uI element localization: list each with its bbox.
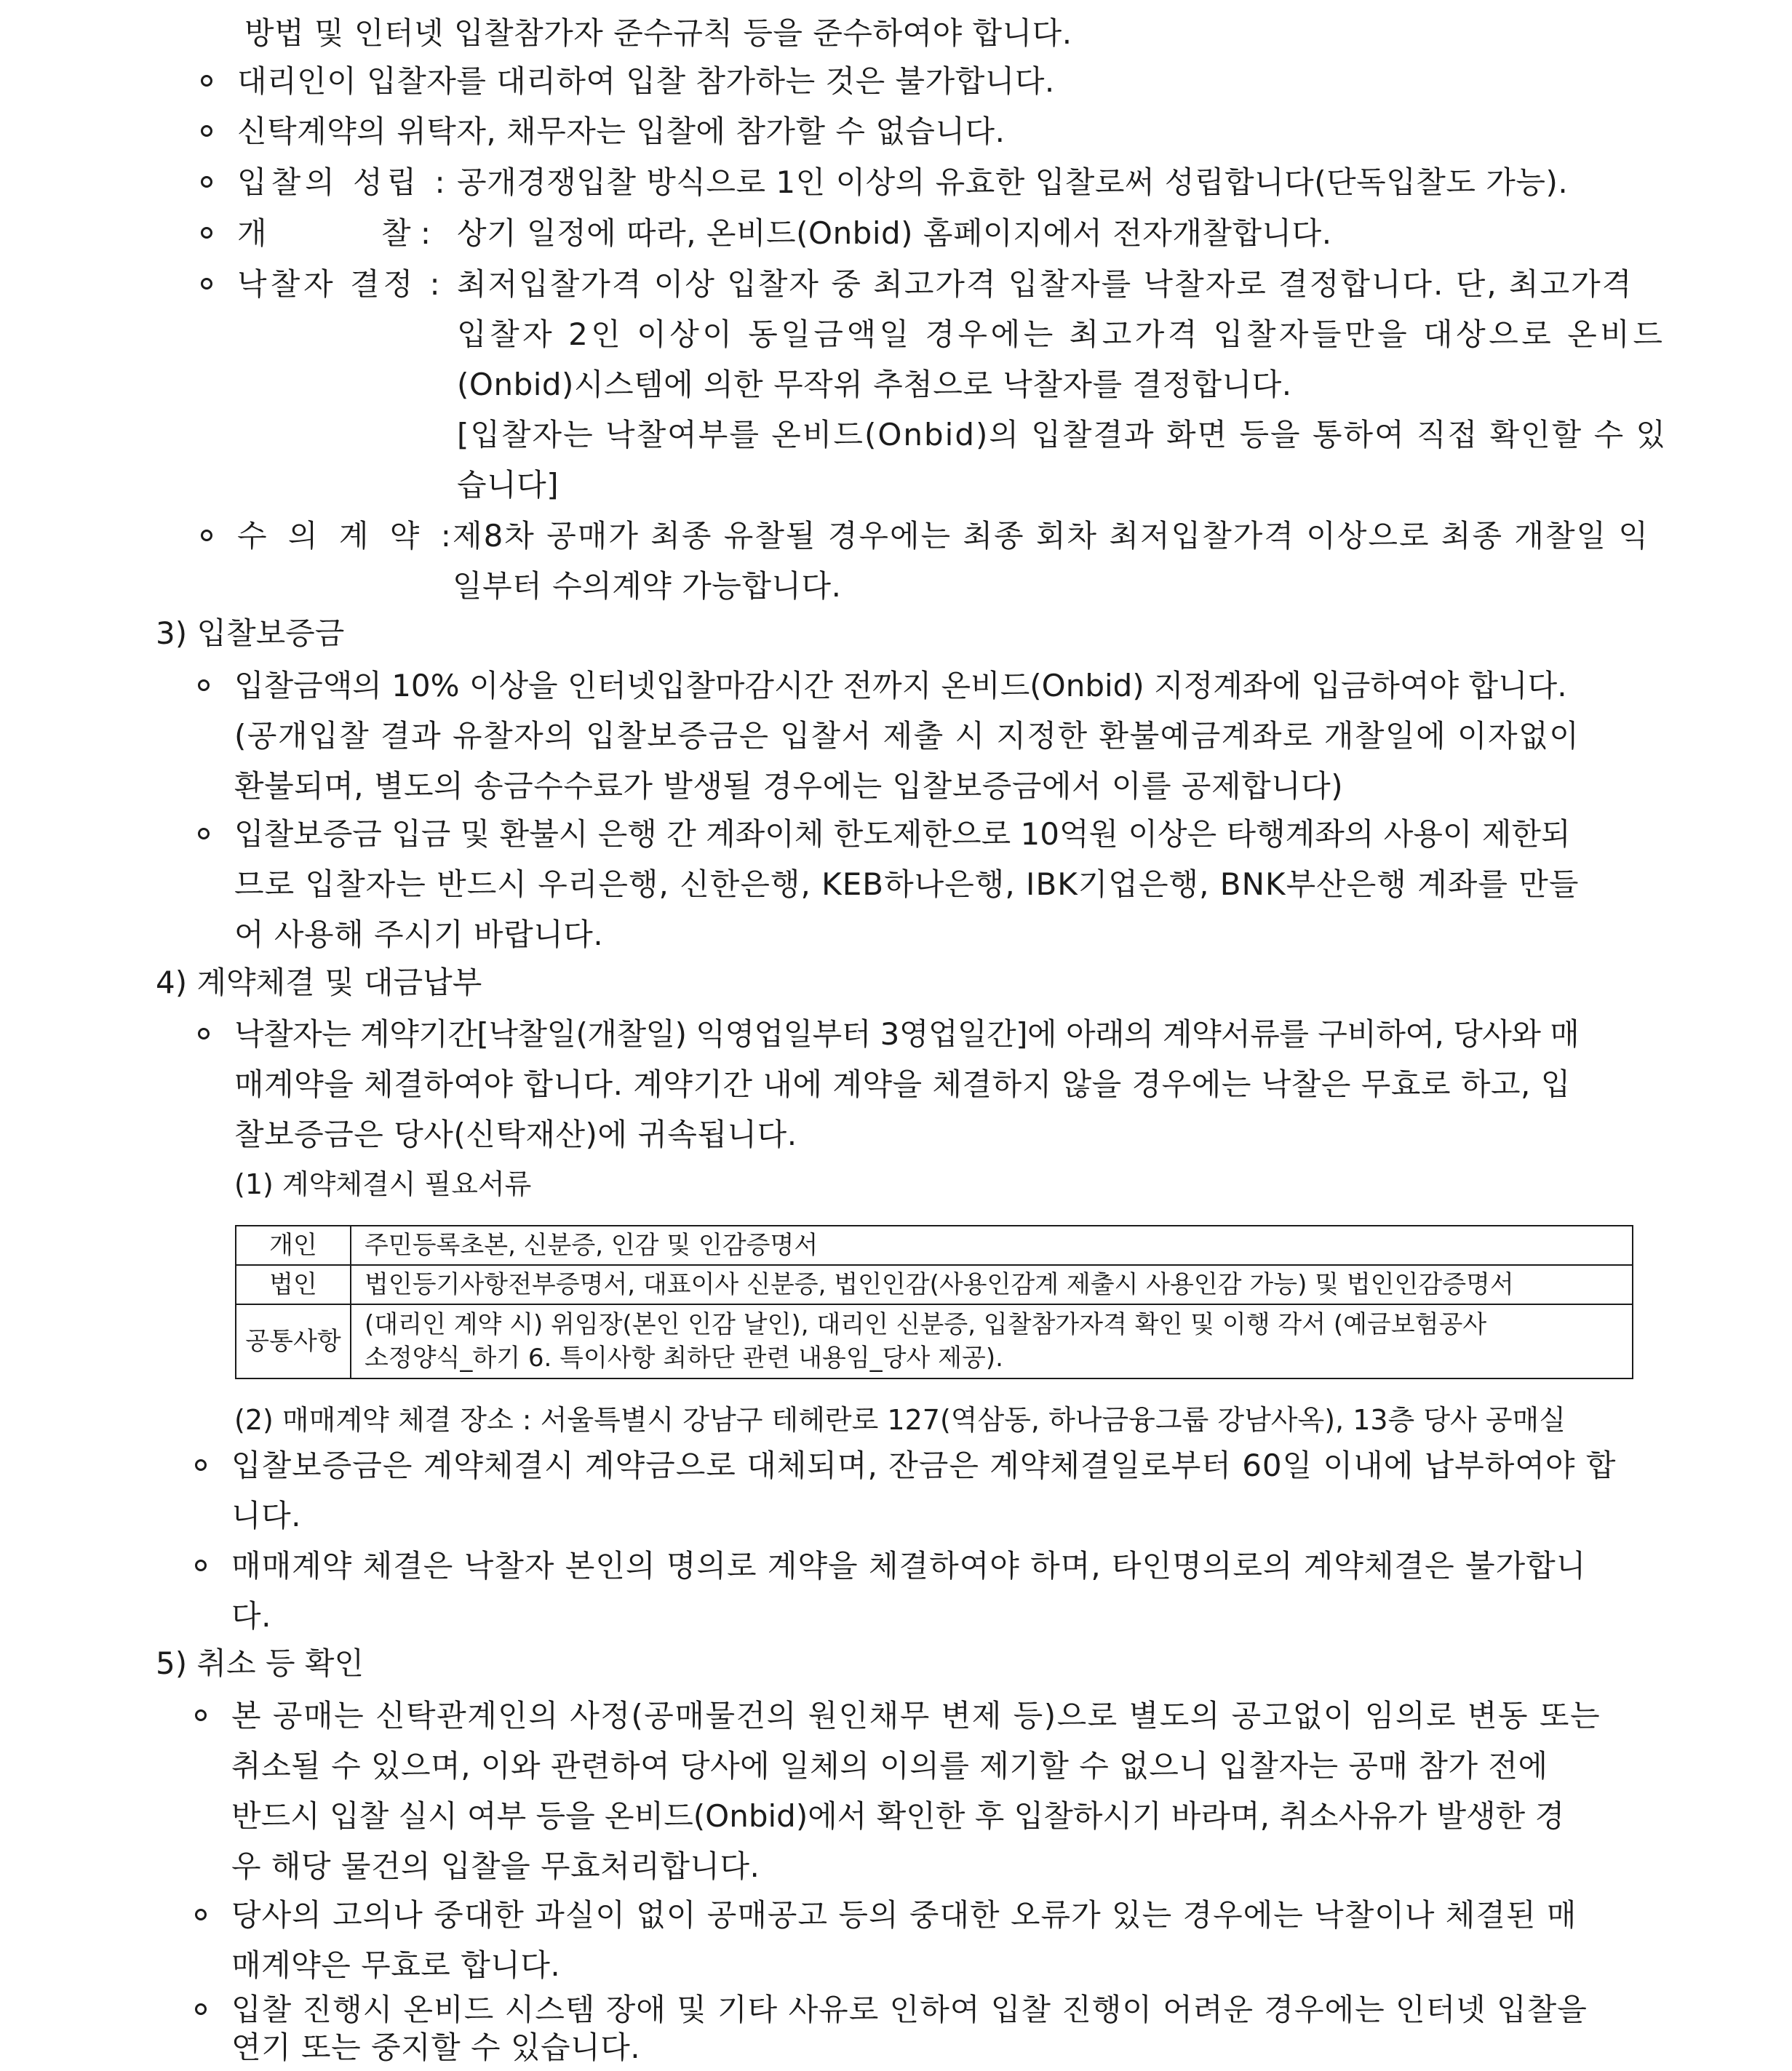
bullet-circle-icon: [201, 75, 212, 87]
item-label: 입찰의 성립 :: [237, 164, 450, 200]
bullet-circle-icon: [195, 1560, 207, 1571]
table-cell-line: (대리인 계약 시) 위임장(본인 인감 날인), 대리인 신분증, 입찰참가자격 확인 및 이행 각서 (예금보험공사: [365, 1310, 1487, 1339]
text-line: 우 해당 물건의 입찰을 무효처리합니다.: [231, 1848, 760, 1884]
text-line: 입찰 진행시 온비드 시스템 장애 및 기타 사유로 인하여 입찰 진행이 어려운 경우에는 인터넷 입찰을: [231, 1992, 1588, 2027]
item-label: 찰 :: [381, 215, 431, 251]
table-row: [236, 1226, 1633, 1265]
bullet-circle-icon: [195, 2003, 207, 2015]
text-line: 입찰보증금은 계약체결시 계약금으로 대체되며, 잔금은 계약체결일로부터 60일 이내에 납부하여야 합: [231, 1448, 1617, 1483]
text-line: 상기 일정에 따라, 온비드(Onbid) 홈페이지에서 전자개찰합니다.: [457, 215, 1332, 251]
text-line: (공개입찰 결과 유찰자의 입찰보증금은 입찰서 제출 시 지정한 환불예금계좌로 개찰일에 이자없이: [234, 718, 1580, 754]
text-line: 반드시 입찰 실시 여부 등을 온비드(Onbid)에서 확인한 후 입찰하시기 바라며, 취소사유가 발생한 경: [231, 1798, 1565, 1834]
table-cell-value: 법인등기사항전부증명서, 대표이사 신분증, 법인인감(사용인감계 제출시 사용인감 가능) 및 법인인감증명서: [351, 1265, 1633, 1304]
bullet-circle-icon: [198, 1028, 210, 1040]
text-line: 습니다]: [457, 467, 559, 503]
table-row: [236, 1265, 1633, 1304]
bullet-circle-icon: [201, 530, 212, 541]
text-line: 입찰자 2인 이상이 동일금액일 경우에는 최고가격 입찰자들만을 대상으로 온비드: [457, 316, 1666, 352]
bullet-circle-icon: [198, 828, 210, 839]
text-line: 어 사용해 주시기 바랍니다.: [234, 917, 604, 952]
text-line: 낙찰자는 계약기간[낙찰일(개찰일) 익영업일부터 3영업일간]에 아래의 계약서류를 구비하여, 당사와 매: [234, 1016, 1580, 1052]
text-line: [입찰자는 낙찰여부를 온비드(Onbid)의 입찰결과 화면 등을 통하여 직접 확인할 수 있: [457, 417, 1668, 452]
text-line: 매계약을 체결하여야 합니다. 계약기간 내에 계약을 체결하지 않을 경우에는 낙찰은 무효로 하고, 입: [234, 1066, 1571, 1102]
table-row: [236, 1304, 1633, 1378]
text-line: 공개경쟁입찰 방식으로 1인 이상의 유효한 입찰로써 성립합니다(단독입찰도 가능).: [457, 164, 1569, 200]
text-line: 제8차 공매가 최종 유찰될 경우에는 최종 회차 최저입찰가격 이상으로 최종 개찰일 익: [453, 518, 1650, 554]
bullet-circle-icon: [195, 1709, 207, 1721]
text-line: 신탁계약의 위탁자, 채무자는 입찰에 참가할 수 없습니다.: [237, 113, 1005, 149]
bullet-circle-icon: [198, 679, 210, 691]
bullet-circle-icon: [201, 278, 212, 290]
bullet-circle-icon: [201, 125, 212, 137]
text-line: 대리인이 입찰자를 대리하여 입찰 참가하는 것은 불가합니다.: [237, 63, 1055, 99]
text-line: 본 공매는 신탁관계인의 사정(공매물건의 원인채무 변제 등)으로 별도의 공고없이 임의로 변동 또는: [231, 1698, 1601, 1733]
text-line: 환불되며, 별도의 송금수수료가 발생될 경우에는 입찰보증금에서 이를 공제합니다): [234, 768, 1344, 804]
text-line: 므로 입찰자는 반드시 우리은행, 신한은행, KEB하나은행, IBK기업은행, BNK부산은행 계좌를 만들: [234, 866, 1580, 902]
text-line: (Onbid)시스템에 의한 무작위 추첨으로 낙찰자를 결정합니다.: [457, 367, 1292, 402]
text-line: 연기 또는 중지할 수 있습니다.: [231, 2030, 641, 2065]
item-label: 낙찰자 결정 :: [237, 266, 444, 302]
text-line: 취소될 수 있으며, 이와 관련하여 당사에 일체의 이의를 제기할 수 없으니 입찰자는 공매 참가 전에: [231, 1748, 1548, 1784]
bullet-circle-icon: [195, 1459, 207, 1471]
text-line: 매계약은 무효로 합니다.: [231, 1947, 561, 1983]
required-documents-table: [235, 1225, 1633, 1379]
text-line: 입찰보증금 입금 및 환불시 은행 간 계좌이체 한도제한으로 10억원 이상은 타행계좌의 사용이 제한되: [234, 816, 1571, 852]
section-heading: 3) 입찰보증금: [156, 615, 345, 651]
bullet-circle-icon: [195, 1909, 207, 1920]
table-cell-key: 공통사항: [236, 1304, 351, 1378]
table-cell-line: 소정양식_하기 6. 특이사항 최하단 관련 내용임_당사 제공).: [365, 1344, 1003, 1373]
text-line: 찰보증금은 당사(신탁재산)에 귀속됩니다.: [234, 1117, 797, 1152]
text-line: 일부터 수의계약 가능합니다.: [453, 568, 842, 604]
item-label: 수 의 계 약 :: [237, 518, 457, 554]
text-line: 다.: [231, 1598, 271, 1634]
text-line: 최저입찰가격 이상 입찰자 중 최고가격 입찰자를 낙찰자로 결정합니다. 단, 최고가격: [457, 266, 1633, 302]
bullet-circle-icon: [201, 227, 212, 239]
table-cell-key: 법인: [236, 1265, 351, 1304]
subheading: (2) 매매계약 체결 장소 : 서울특별시 강남구 테헤란로 127(역삼동, 하나금융그룹 강남사옥), 13층 당사 공매실: [234, 1404, 1566, 1436]
text-line: 방법 및 인터넷 입찰참가자 준수규칙 등을 준수하여야 합니다.: [244, 15, 1072, 51]
text-line: 매매계약 체결은 낙찰자 본인의 명의로 계약을 체결하여야 하며, 타인명의로의 계약체결은 불가합니: [231, 1548, 1587, 1584]
table-cell-value: [351, 1304, 1633, 1378]
table-cell-key: 개인: [236, 1226, 351, 1265]
text-line: 입찰금액의 10% 이상을 인터넷입찰마감시간 전까지 온비드(Onbid) 지정계좌에 입금하여야 합니다.: [234, 668, 1567, 703]
subheading: (1) 계약체결시 필요서류: [234, 1168, 532, 1200]
table-cell-value: 주민등록초본, 신분증, 인감 및 인감증명서: [351, 1226, 1633, 1265]
item-label: 개: [237, 215, 267, 251]
text-line: 니다.: [231, 1498, 301, 1533]
bullet-circle-icon: [201, 176, 212, 188]
section-heading: 4) 계약체결 및 대금납부: [156, 965, 482, 1000]
section-heading: 5) 취소 등 확인: [156, 1645, 365, 1681]
text-line: 당사의 고의나 중대한 과실이 없이 공매공고 등의 중대한 오류가 있는 경우에는 낙찰이나 체결된 매: [231, 1897, 1577, 1933]
